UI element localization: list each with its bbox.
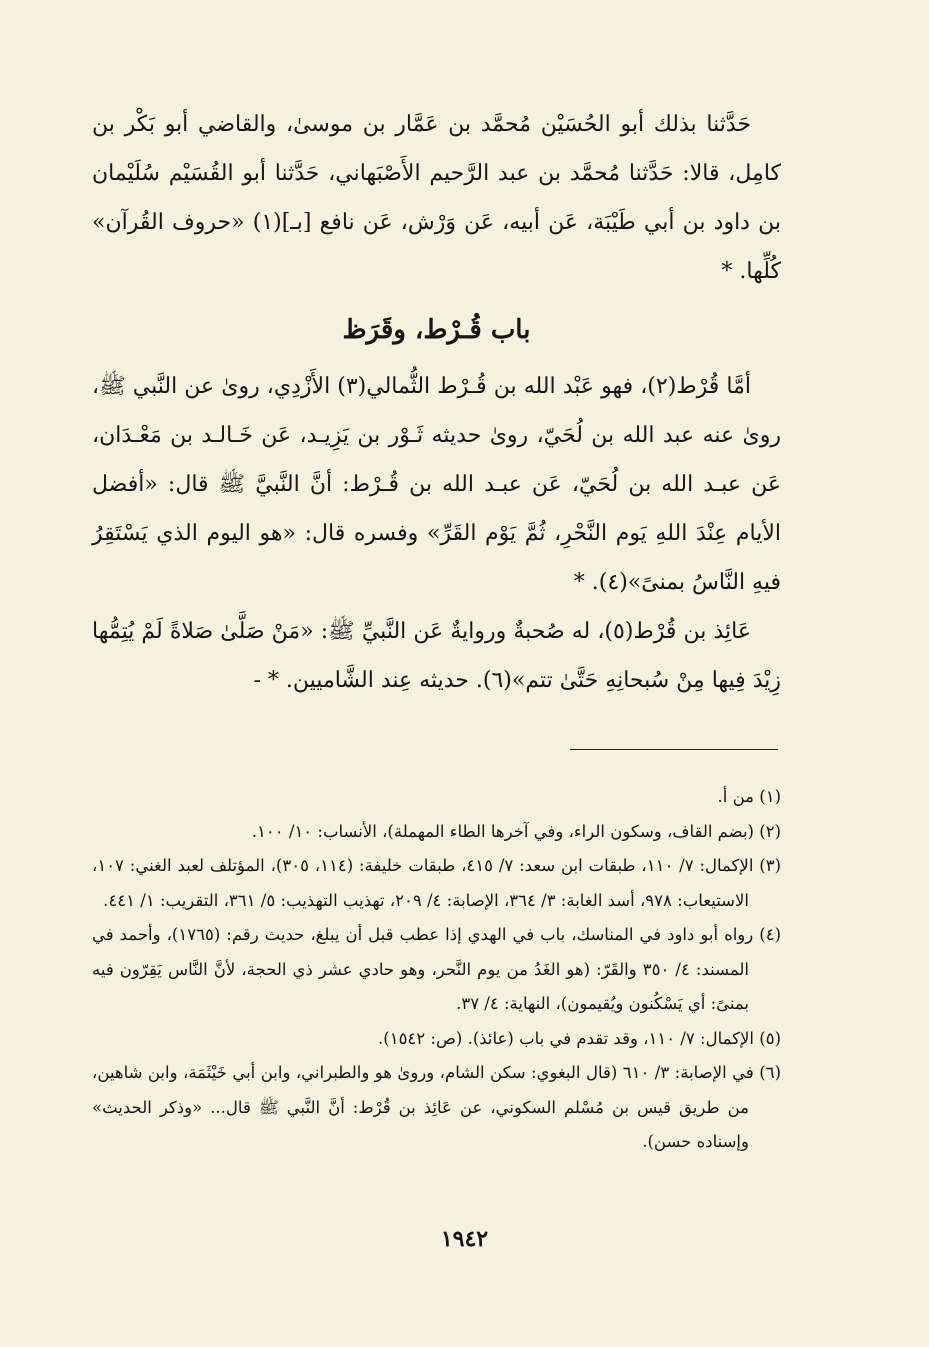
page-number: ١٩٤٢: [440, 1226, 489, 1252]
footnote-divider: [570, 749, 778, 750]
footnote-item: (٤) رواه أبو داود في المناسك، باب في الهدي إذا عطب قبل أن يبلغ، حديث رقم: (١٧٦٥)، وأحمد في المسند: ٤/ ٣٥٠ والقَرّ: (هو الغَدُ من يوم النَّحر، وهو حادي عشر ذي الحجة، لأنَّ النَّاس يَقِرّون فيه بمنىً: أي يَسْكُنون ويُقيمون)، النهاية: ٤/ ٣٧.: [92, 925, 781, 1013]
main-text: [92, 100, 781, 705]
paragraph-isnad: حَدَّثنا بذلك أبو الحُسَيْن مُحمَّد بن عَمَّار بن موسىٰ، والقاضي أبو بَكْر بن كامِل، قالا: حَدَّثنا مُحمَّد بن عبد الرَّحيم الأَصْبَهاني، حَدَّثنا أبو القُسَيْم سُلَيْمان بن داود بن أبي طَيْبَة، عَن أبيه، عَن وَرْش، عَن نافع [بـ](١) «حروف القُرآن» كُلِّها. *: [92, 112, 781, 284]
footnote-item: (٣) الإكمال: ٧/ ١١٠، طبقات ابن سعد: ٧/ ٤١٥، طبقات خليفة: (١١٤، ٣٠٥)، المؤتلف لعبد الغني: ١٠٧، الاستيعاب: ٩٧٨، أسد الغابة: ٣/ ٣٦٤، الإصابة: ٤/ ٢٠٩، تهذيب التهذيب: ٥/ ٣٦١، التقريب: ١/ ٤٤١.: [92, 856, 781, 910]
section-heading: باب قُـرْط، وقَرَظ: [342, 315, 531, 345]
footnote-item: (١) من أ.: [717, 787, 781, 806]
footnote-item: (٥) الإكمال: ٧/ ١١٠، وقد تقدم في باب (عائذ). (ص: ١٥٤٢).: [378, 1028, 781, 1048]
footnote-item: (٦) في الإصابة: ٣/ ٦١٠ (قال البغوي: سكن الشام، وروىٰ هو والطبراني، وابن أبي خَيْثَمَة، وابن شاهين، من طريق قيس بن مُسْلم السكوني، عن عَائِذ بن قُرْط: أنَّ النَّبي ﷺ قال... «وذكر الحديث» وإسناده حسن).: [92, 1063, 781, 1151]
footnotes: [92, 780, 781, 1160]
footnote-item: (٢) (بضم القاف، وسكون الراء، وفي آخرها الطاء المهملة)، الأنساب: ١٠/ ١٠٠.: [251, 821, 781, 841]
paragraph-aidh-qurt: عَائِذ بن قُرْط(٥)، له صُحبةٌ وروايةٌ عَن النَّبيِّ ﷺ: «مَنْ صَلَّىٰ صَلاةً لَمْ يُتِمُّها زِيْدَ فِيها مِنْ سُبحانِهِ حَتَّىٰ تتم»(٦). حديثه عِند الشَّاميين. * -: [92, 619, 781, 693]
paragraph-abdullah-qurt: أمَّا قُرْط(٢)، فهو عَبْد الله بن قُـرْط الثُّمالي(٣) الأَزْدِي، روىٰ عن النَّبي ﷺ، روىٰ عنه عبد الله بن لُحَيّ، روىٰ حديثه ثَـوْر بن يَزِيـد، عَن خَـالـد بن مَعْـدَان، عَن عبـد الله بن لُحَيّ، عَن عبـد الله بن قُـرْط: أنَّ النَّبيَّ ﷺ قال: «أفضل الأيام عِنْدَ اللهِ يَوم النَّحْرِ، ثُمَّ يَوْم القَرِّ» وفسره قال: «هو اليوم الذي يَسْتَقِرُ فيهِ النَّاسُ بمنىً»(٤). *: [92, 374, 781, 595]
